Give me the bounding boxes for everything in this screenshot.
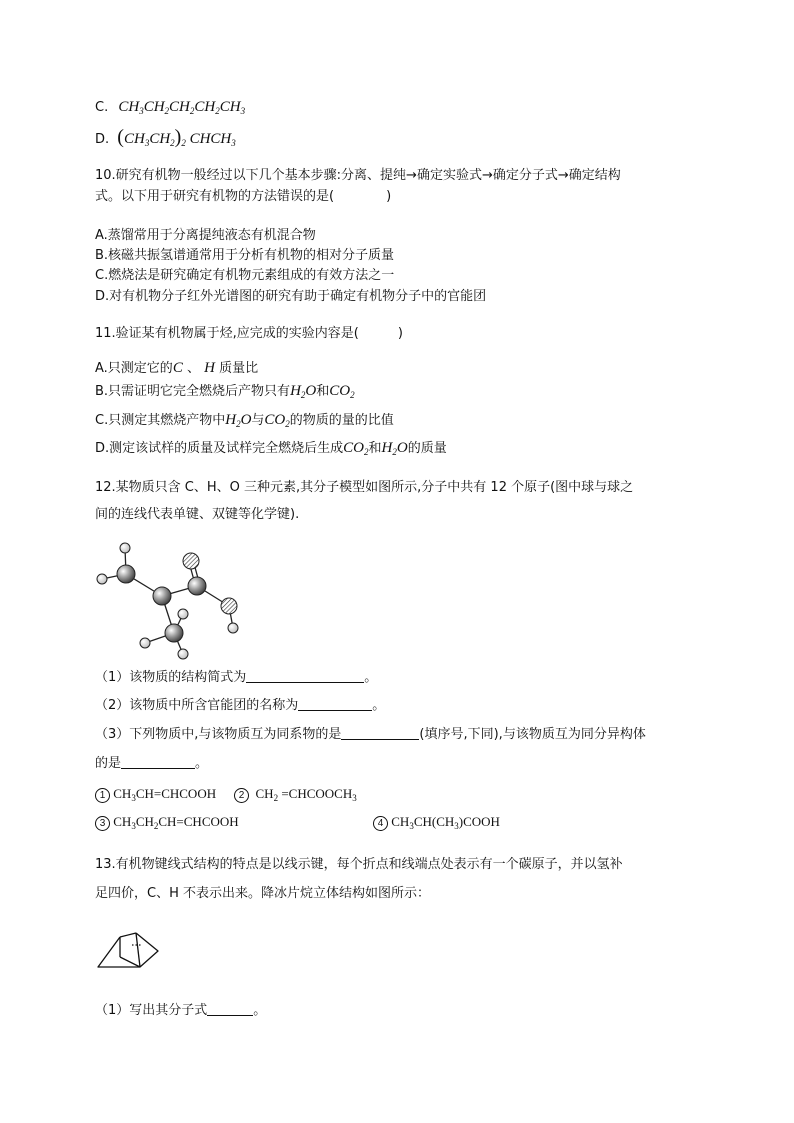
q12-stem-line2: 间的连线代表单键、双键等化学键). <box>95 507 300 522</box>
q12-sub1 <box>95 668 377 688</box>
q11-option-c <box>95 410 394 431</box>
q9-option-d <box>95 127 236 150</box>
q13-sub1-text: （1）写出其分子式 <box>95 1003 208 1018</box>
q11-option-a-sep: 、 <box>182 361 205 376</box>
q12-sub3-homolog-blank[interactable] <box>341 725 419 740</box>
q11-option-a-h: H <box>204 360 215 376</box>
q13-stem-line2: 足四价，C、H 不表示出来。降冰片烷立体结构如图所示： <box>95 886 430 901</box>
hydrogen-atom <box>97 574 107 584</box>
q11-option-b <box>95 381 355 402</box>
q12-choice-2: 2 $CH_2$ $=CHCOOCH_3$ <box>234 784 357 804</box>
q12-choice-1: 1 $CH_3CH=CHCOOH$ <box>95 784 216 804</box>
q11-option-c-h2o: $H_2O$ <box>225 412 252 429</box>
q11-option-a <box>95 358 258 379</box>
oxygen-atom <box>221 598 237 614</box>
q11-option-d-text: D.测定该试样的质量及试样完全燃烧后生成 <box>95 441 344 456</box>
q13-stem-line1: 13.有机物键线式结构的特点是以线示键，每个折点和线端点处表示有一个碳原子，并以氢补 <box>95 857 623 872</box>
q12-sub3-isomer-blank[interactable] <box>121 754 195 769</box>
q12-choice-3: 3 $CH_3CH_2CH=CHCOOH$ <box>95 812 239 832</box>
hydrogen-atom <box>140 638 150 648</box>
q11-option-b-text: B.只需证明它完全燃烧后产物只有 <box>95 384 291 399</box>
q12-sub3-line2 <box>95 754 208 774</box>
choice-number-badge: 3 <box>95 816 110 831</box>
carbon-atom <box>188 577 206 595</box>
q11-option-c-co2: $CO_2$ <box>264 412 290 429</box>
q13-sub1 <box>95 1001 266 1021</box>
q12-sub2-text: （2）该物质中所含官能团的名称为 <box>95 698 299 713</box>
q10-stem-line1: 10.研究有机物一般经过以下几个基本步骤:分离、提纯→确定实验式→确定分子式→确定结构 <box>95 168 621 183</box>
q13-sub1-end: 。 <box>253 1003 267 1018</box>
q12-choice-4: 4 $CH_3CH(CH_3)COOH$ <box>373 812 500 832</box>
q11-option-c-and: 与 <box>251 413 265 428</box>
q13-sub1-answer-blank[interactable] <box>207 1001 253 1016</box>
q12-sub3-mid: (填序号,下同),与该物质互为同分异构体 <box>419 727 646 742</box>
q10-option-a: A.蒸馏常用于分离提纯液态有机混合物 <box>95 228 316 243</box>
q12-sub1-answer-blank[interactable] <box>246 668 364 683</box>
q11-option-d-co2: $CO_2$ <box>343 440 369 457</box>
q9-option-c-formula: $CH_3CH_2CH_2CH_2CH_3$ <box>118 99 246 116</box>
molecule-ball-stick-model <box>90 536 250 666</box>
q11-option-d-h2o: $H_2O$ <box>381 440 408 457</box>
q12-sub3 <box>95 725 646 745</box>
q11-option-b-h2o: $H_2O$ <box>290 383 317 400</box>
q12-sub1-text: （1）该物质的结构简式为 <box>95 670 247 685</box>
q10-option-b: B.核磁共振氢谱通常用于分析有机物的相对分子质量 <box>95 248 395 263</box>
q11-option-a-c: C <box>172 360 183 376</box>
q11-stem: 11.验证某有机物属于烃,应完成的实验内容是( ) <box>95 326 403 341</box>
q11-option-b-co2: $CO_2$ <box>329 383 355 400</box>
q12-sub2 <box>95 696 385 716</box>
q9-option-c <box>95 97 245 118</box>
q9-option-d-subscript: 2 <box>181 138 186 148</box>
q12-sub3-line2-end: 。 <box>195 756 209 771</box>
q12-sub2-end: 。 <box>372 698 386 713</box>
q11-option-d-and: 和 <box>368 441 382 456</box>
q11-option-d-post: 的质量 <box>407 441 447 456</box>
hydrogen-atom <box>178 609 188 619</box>
carbon-atom <box>117 565 135 583</box>
q11-option-c-post: 的物质的量的比值 <box>289 413 394 428</box>
q11-option-c-text: C.只测定其燃烧产物中 <box>95 413 226 428</box>
carbon-atom <box>165 624 183 642</box>
q10-option-c: C.燃烧法是研究确定有机物元素组成的有效方法之一 <box>95 268 395 283</box>
q10-stem-line2: 式。以下用于研究有机物的方法错误的是( ) <box>95 189 392 204</box>
choice-number-badge: 4 <box>373 816 388 831</box>
q9-option-d-label: D. <box>95 132 110 147</box>
q9-option-d-formula: $(CH_3CH_2)_2$ $CHCH_3$ <box>117 126 236 148</box>
choice-number-badge: 2 <box>234 788 249 803</box>
q12-sub1-end: 。 <box>364 670 378 685</box>
q11-option-a-text: A.只测定它的 <box>95 361 173 376</box>
q12-sub3-line2-text: 的是 <box>95 756 122 771</box>
q11-option-b-and: 和 <box>316 384 330 399</box>
hydrogen-atom <box>178 649 188 659</box>
q11-option-a-post: 质量比 <box>214 361 259 376</box>
choice-number-badge: 1 <box>95 788 110 803</box>
q12-stem-line1: 12.某物质只含 C、H、O 三种元素,其分子模型如图所示,分子中共有 12 个原子(图中球与球之 <box>95 480 634 495</box>
norbornane-skeletal-structure <box>96 923 168 973</box>
q11-option-d <box>95 438 447 459</box>
q10-option-d: D.对有机物分子红外光谱图的研究有助于确定有机物分子中的官能团 <box>95 289 487 304</box>
oxygen-atom <box>183 553 199 569</box>
hydrogen-atom <box>228 623 238 633</box>
hydrogen-atom <box>120 543 130 553</box>
q12-sub3-text: （3）下列物质中,与该物质互为同系物的是 <box>95 727 342 742</box>
q12-sub2-answer-blank[interactable] <box>298 696 372 711</box>
q9-option-c-label: C. <box>95 100 109 115</box>
carbon-atom <box>153 587 171 605</box>
